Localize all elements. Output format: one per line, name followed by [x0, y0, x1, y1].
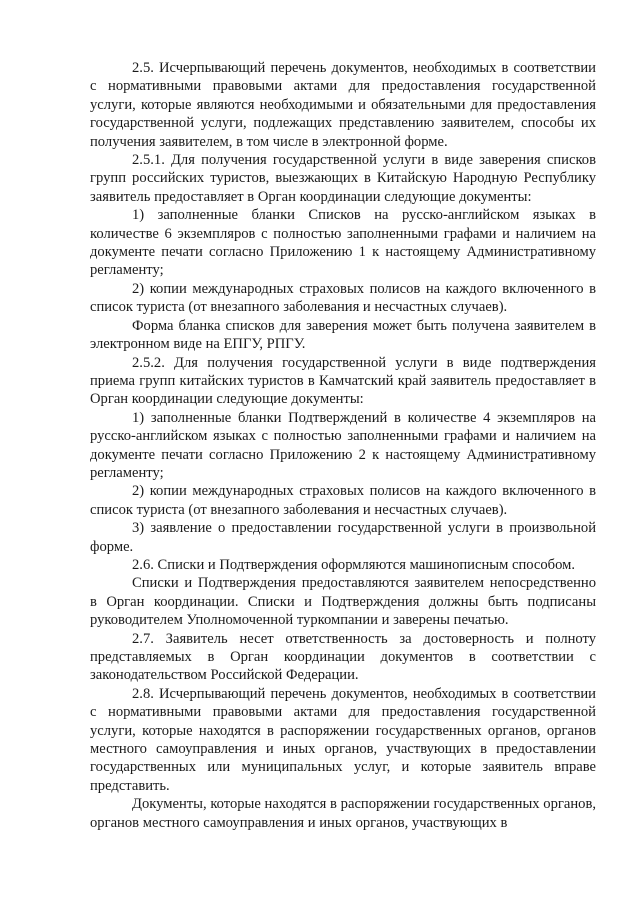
- paragraph-2-7: 2.7. Заявитель несет ответственность за достоверность и полноту представляемых в Орган координации документов в соответствии с законодательством Российской Федерации.: [90, 630, 596, 684]
- list-item-2-5-2-3: 3) заявление о предоставлении государственной услуги в произвольной форме.: [90, 520, 596, 555]
- list-item-2-5-2-1: 1) заполненные бланки Подтверждений в количестве 4 экземпляров на русско-английском языках с полностью заполненными графами и наличием на документе печати согласно Приложению 2 к настоящему Административному регламенту;: [90, 409, 596, 481]
- list-item-2-5-1-1: 1) заполненные бланки Списков на русско-английском языках в количестве 6 экземпляров с полностью заполненными графами и наличием на документе печати согласно Приложению 1 к настоящему Административному регламенту;: [90, 207, 596, 279]
- paragraph-2-8: 2.8. Исчерпывающий перечень документов, необходимых в соответствии с нормативными правовыми актами для предоставления государственной услуги, которые находятся в распоряжении государственных органов, органов местного самоуправления и иных органов, участвующих в предоставлении государственных или муниципальных услуг, и которые заявитель вправе представить.: [90, 685, 596, 794]
- paragraph-form-note: Форма бланка списков для заверения может быть получена заявителем в электронном виде на ЕПГУ, РПГУ.: [90, 317, 596, 353]
- document-body: [90, 59, 596, 832]
- paragraph-2-6-submission: Списки и Подтверждения предоставляются заявителем непосредственно в Орган координации. Списки и Подтверждения должны быть подписаны руководителем Уполномоченной туркомпании и заверены печатью.: [90, 575, 596, 629]
- paragraph-2-6: 2.6. Списки и Подтверждения оформляются машинописным способом.: [132, 556, 576, 573]
- paragraph-2-5-2: 2.5.2. Для получения государственной услуги в виде подтверждения приема групп китайских туристов в Камчатский край заявитель предоставляет в Орган координации следующие документы:: [90, 354, 596, 408]
- paragraph-2-5: 2.5. Исчерпывающий перечень документов, необходимых в соответствии с нормативными правовыми актами для предоставления государственной услуги, которые являются необходимыми и обязательными для предоставления государственной услуги, подлежащих представлению заявителем, способы их получения заявителем, в том числе в электронной форме.: [90, 60, 596, 150]
- paragraph-2-5-1: 2.5.1. Для получения государственной услуги в виде заверения списков групп российских туристов, выезжающих в Китайскую Народную Республику заявитель предоставляет в Орган координации следующие документы:: [90, 152, 596, 205]
- paragraph-documents-continued: Документы, которые находятся в распоряжении государственных органов, органов местного самоуправления и иных органов, участвующих в: [90, 796, 596, 831]
- list-item-2-5-2-2: 2) копии международных страховых полисов на каждого включенного в список туриста (от внезапного заболевания и несчастных случаев).: [90, 483, 596, 518]
- list-item-2-5-1-2: 2) копии международных страховых полисов на каждого включенного в список туриста (от внезапного заболевания и несчастных случаев).: [90, 280, 596, 316]
